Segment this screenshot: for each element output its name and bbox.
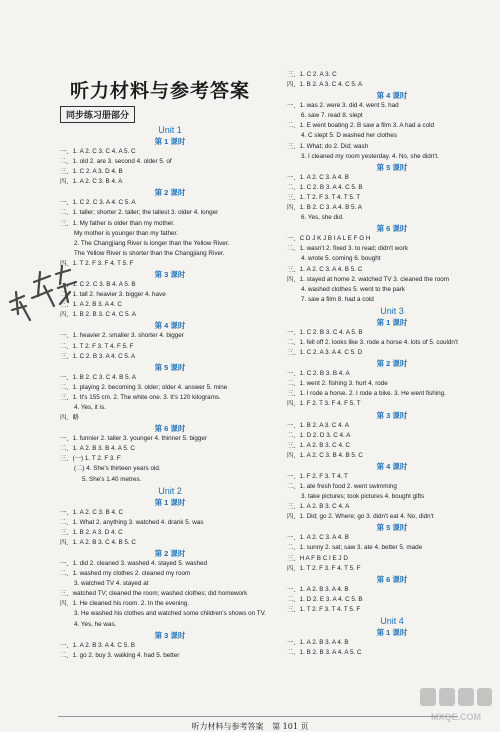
answer-line: 三、1. A 2. B 3. C 4. C bbox=[287, 441, 350, 449]
answer-line: 一、1. C 2. C 3. B 4. A 5. B bbox=[60, 281, 136, 289]
answer-line: 一、C D J K J B I A L E F G H bbox=[287, 235, 371, 243]
unit-heading: Unit 2 bbox=[158, 485, 182, 496]
footer-rule bbox=[58, 716, 458, 717]
lesson-heading: 第 3 课时 bbox=[376, 410, 408, 420]
answer-line: 一、1. A 2. C 3. C 4. A 5. C bbox=[60, 148, 136, 155]
answer-line: 一、1. C 2. B 3. C 4. A 5. B bbox=[287, 328, 363, 336]
answer-line: 一、1. A 2. B 3. A 4. B bbox=[287, 585, 349, 593]
unit-heading: Unit 4 bbox=[380, 616, 404, 627]
lesson-heading: 第 5 课时 bbox=[154, 362, 186, 372]
footer-page-number: 第 101 页 bbox=[272, 722, 309, 731]
answer-line: 一、1. F 2. F 3. T 4. T bbox=[287, 472, 348, 480]
answer-line: 四、1. T 2. F 3. F 4. T 5. F bbox=[60, 259, 134, 267]
answer-line: (二) 4. She's thirteen years old. bbox=[74, 465, 161, 473]
answer-line: 4. Yes, it is. bbox=[74, 403, 106, 411]
answer-line: 4. C slept 5. D washed her clothes bbox=[301, 132, 397, 140]
answer-line: 3. I cleaned my room yesterday. 4. No, she didn't. bbox=[301, 152, 439, 160]
answer-line: 二、1. sunny 2. sat; saw 3. ate 4. better 5. made bbox=[287, 544, 423, 552]
answer-line: 三、1. C 2. A 3. D 4. B bbox=[60, 168, 123, 176]
answer-line: 三、1. My father is older than my mother. bbox=[60, 219, 175, 227]
answer-line: 三、1. It's 155 cm. 2. The white one. 3. It's 120 kilograms. bbox=[60, 393, 221, 401]
answer-line: 三、1. T 2. F 3. T 4. T 5. F bbox=[287, 605, 361, 613]
lesson-heading: 第 1 课时 bbox=[376, 317, 408, 327]
answer-line: 一、1. was 2. were 3. did 4. went 5. had bbox=[287, 102, 399, 110]
answer-line: 二、1. B 2. B 3. A 4. A 5. C bbox=[287, 649, 362, 657]
answer-line: 二、1. What 2. anything 3. watched 4. drank 5. was bbox=[60, 518, 204, 526]
lesson-heading: 第 6 课时 bbox=[154, 424, 186, 434]
answer-line: 一、1. C 2. B 3. B 4. A bbox=[287, 370, 350, 378]
answer-line: 四、1. A 2. C 3. B 4. B 5. C bbox=[287, 451, 363, 459]
site-logo-icon bbox=[418, 686, 494, 726]
unit-heading: Unit 1 bbox=[158, 125, 182, 135]
lesson-heading: 第 6 课时 bbox=[376, 224, 408, 234]
lesson-heading: 第 4 课时 bbox=[154, 321, 186, 331]
answer-line: 四、1. F 2. T 3. F 4. F 5. T bbox=[287, 400, 361, 408]
answer-line: 四、1. T 2. F 3. F 4. T 5. F bbox=[287, 564, 361, 572]
left-answer-column bbox=[60, 124, 280, 661]
answer-line: 三、1. What; do 2. Did; wash bbox=[287, 142, 369, 150]
answer-line: 三、1. I rode a horse. 2. I rode a bike. 3. He went fishing. bbox=[287, 390, 446, 398]
lesson-heading: 第 6 课时 bbox=[376, 574, 408, 584]
answer-line: 7. saw a film 8. had a cold bbox=[301, 295, 374, 303]
lesson-heading: 第 5 课时 bbox=[376, 523, 408, 533]
answer-line: 一、1. did 2. cleaned 3. washed 4. stayed 5. washed bbox=[60, 560, 208, 567]
answer-line: 一、1. A 2. B 3. A 4. B bbox=[287, 639, 349, 647]
answer-line: 三、1. B 2. A 3. D 4. C bbox=[60, 528, 123, 536]
handwritten-watermark-icon bbox=[4, 262, 84, 332]
lesson-heading: 第 5 课时 bbox=[376, 162, 408, 172]
answer-line: 一、1. A 2. C 3. B 4. C bbox=[60, 508, 123, 516]
answer-line: 6. Yes, she did. bbox=[301, 214, 344, 222]
answer-line: 四、1. A 2. B 3. C 4. B 5. C bbox=[60, 538, 136, 546]
lesson-heading: 第 1 课时 bbox=[154, 137, 186, 146]
answer-line: 一、1. C 2. C 3. A 4. C 5. A bbox=[60, 199, 136, 207]
lesson-heading: 第 1 课时 bbox=[376, 628, 408, 638]
answer-line: 三、1. A 2. B 3. A 4. C bbox=[60, 301, 122, 309]
lesson-heading: 第 3 课时 bbox=[154, 270, 186, 280]
answer-line: 4. wrote 5. coming 6. bought bbox=[301, 255, 381, 263]
answer-line: 三、1. C 2. A 3. A 4. C 5. D bbox=[287, 349, 363, 357]
answer-line: 四、1. B 2. C 3. A 4. B 5. A bbox=[287, 204, 362, 212]
answer-line: 一、1. A 2. C 3. A 4. B bbox=[287, 534, 349, 542]
answer-line: 5. She's 1.40 metres. bbox=[82, 475, 142, 483]
answer-line: 一、1. A 2. B 3. A 4. C 5. B bbox=[60, 641, 135, 649]
answer-line: 四、1. stayed at home 2. watched TV 3. cleaned the room bbox=[287, 275, 449, 283]
answer-line: 二、1. A 2. B 3. B 4. A 5. C bbox=[60, 445, 135, 453]
answer-line: 四、1. B 2. A 3. C 4. C 5. A bbox=[287, 81, 363, 89]
answer-line: The Yellow River is shorter than the Changjiang River. bbox=[74, 249, 225, 257]
answer-line: 3. take pictures; took pictures 4. bought gifts bbox=[301, 493, 425, 501]
answer-line: 一、1. funnier 2. taller 3. younger 4. thinner 5. bigger bbox=[60, 435, 208, 443]
answer-line: 二、1. wasn't 2. fixed 3. to read; didn't work bbox=[287, 245, 409, 253]
answer-line: 2. The Changjiang River is longer than the Yellow River. bbox=[74, 239, 230, 247]
answer-line: 三、1. A 2. B 3. C 4. A bbox=[287, 503, 350, 511]
answer-line: 二、1. E went boating 2. B saw a film 3. A had a cold bbox=[287, 122, 435, 130]
lesson-heading: 第 4 课时 bbox=[376, 91, 408, 101]
lesson-heading: 第 2 课时 bbox=[376, 359, 408, 369]
answer-line: 二、1. C 2. B 3. A 4. C 5. B bbox=[287, 183, 363, 191]
page-title: 听力材料与参考答案 bbox=[69, 80, 250, 102]
footer-title: 听力材料与参考答案 bbox=[191, 722, 264, 731]
answer-line: 二、1. washed my clothes 2. cleaned my room bbox=[60, 570, 191, 578]
answer-line: 二、1. tall 2. heavier 3. bigger 4. have bbox=[60, 291, 166, 299]
answer-line: 二、1. D 2. E 3. A 4. C 5. B bbox=[287, 595, 363, 603]
answer-line: 一、1. A 2. C 3. A 4. B bbox=[287, 173, 349, 181]
svg-text:MXQE.COM: MXQE.COM bbox=[430, 712, 482, 722]
answer-line: 三、watched TV; cleaned the room; washed clothes; did homework bbox=[60, 590, 248, 598]
answer-line: 二、1. go 2. buy 3. walking 4. had 5. better bbox=[60, 651, 180, 659]
answer-line: 三、H A F B C I E J D bbox=[287, 554, 348, 562]
answer-line: 四、1. He cleaned his room. 2. In the evening. bbox=[60, 600, 190, 608]
answer-line: 二、1. playing 2. becoming 3. older; older 4. answer 5. mine bbox=[60, 383, 228, 391]
answer-line: 三、1. A 2. C 3. A 4. B 5. C bbox=[287, 265, 363, 273]
answer-line: 三、(一) 1. T 2. F 3. F bbox=[60, 455, 121, 463]
answer-line: 3. He washed his clothes and watched some children's shows on TV. bbox=[74, 610, 266, 618]
answer-line: 二、1. taller; shorter 2. taller; the tallest 3. older 4. longer bbox=[60, 209, 219, 217]
answer-line: 6. saw 7. read 8. slept bbox=[301, 112, 363, 120]
lesson-heading: 第 1 课时 bbox=[154, 497, 186, 507]
answer-line: 四、1. B 2. B 3. C 4. C 5. A bbox=[60, 311, 136, 319]
answer-line: 四、1. Did; go 2. Where; go 3. didn't eat 4. No, didn't bbox=[287, 513, 434, 521]
answer-line: 二、1. ate fresh food 2. went swimming bbox=[287, 483, 397, 490]
answer-line: 二、1. old 2. are 3. second 4. older 5. of bbox=[60, 158, 172, 166]
right-answer-column bbox=[287, 70, 497, 658]
answer-line: 二、1. T 2. F 3. T 4. F 5. F bbox=[60, 342, 134, 350]
section-label: 同步练习册部分 bbox=[60, 106, 135, 123]
answer-line: 三、1. C 2. A 3. C bbox=[287, 71, 337, 78]
lesson-heading: 第 2 课时 bbox=[154, 549, 186, 558]
answer-line: 4. washed clothes 5. went to the park bbox=[301, 285, 405, 293]
answer-line: 一、1. B 2. C 3. C 4. B 5. A bbox=[60, 373, 136, 381]
unit-heading: Unit 3 bbox=[380, 305, 404, 316]
answer-line: My mother is younger than my father. bbox=[74, 229, 178, 237]
lesson-heading: 第 3 课时 bbox=[154, 630, 186, 640]
answer-line: 一、1. B 2. A 3. C 4. A bbox=[287, 421, 349, 429]
lesson-heading: 第 2 课时 bbox=[154, 188, 186, 198]
answer-line: 4. Yes, he was. bbox=[74, 620, 117, 628]
answer-line: 四、1. A 2. C 3. B 4. A bbox=[60, 178, 123, 186]
answer-line: 三、1. T 2. F 3. T 4. T 5. T bbox=[287, 193, 361, 201]
answer-line: 3. watched TV 4. stayed at bbox=[74, 580, 149, 588]
answer-line: 二、1. D 2. D 3. C 4. A bbox=[287, 431, 351, 439]
answer-line: 一、1. heavier 2. smaller 3. shorter 4. bigger bbox=[60, 332, 184, 340]
lesson-heading: 第 4 课时 bbox=[376, 461, 408, 471]
answer-line: 二、1. fell off 2. looks like 3. rode a horse 4. lots of 5. couldn't bbox=[287, 338, 458, 346]
answer-line: 三、1. C 2. B 3. A 4. C 5. A bbox=[60, 352, 136, 360]
answer-line: 四、略 bbox=[60, 414, 79, 422]
answer-line: 二、1. went 2. fishing 3. hurt 4. rode bbox=[287, 380, 388, 388]
